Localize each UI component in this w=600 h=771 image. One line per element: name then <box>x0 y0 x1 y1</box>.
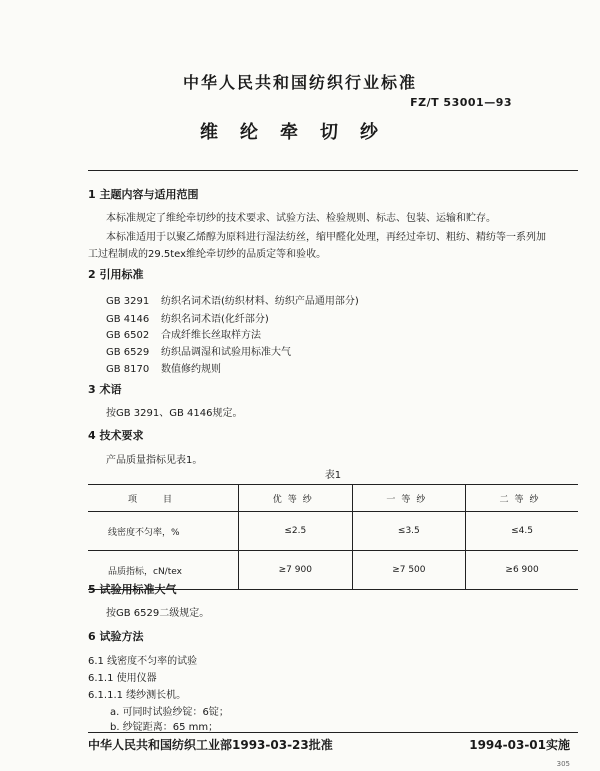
section-6-line-2: 6.1.1 使用仪器 <box>88 673 157 684</box>
table-header-cell: 优等纱 <box>239 485 353 512</box>
table-row <box>88 512 578 551</box>
ref-item <box>106 343 291 358</box>
standard-code: FZ/T 53001—93 <box>410 96 512 109</box>
table-cell: ≤2.5 <box>239 512 353 551</box>
ref-item <box>106 292 359 307</box>
table-cell: ≥7 500 <box>352 551 466 590</box>
ref-item <box>106 310 269 325</box>
table-header-cell: 一等纱 <box>352 485 466 512</box>
ref-name: 合成纤维长丝取样方法 <box>161 330 261 341</box>
section-6-line-3: 6.1.1.1 缕纱测长机。 <box>88 690 187 701</box>
table-header-row <box>88 485 578 512</box>
section-1-para-2a: 本标准适用于以聚乙烯醇为原料进行湿法纺丝，缩甲醛化处理，再经过牵切、粗纺、精纺等一系列加 <box>106 232 546 243</box>
ref-code: GB 8170 <box>106 364 150 375</box>
ref-code: GB 3291 <box>106 296 150 307</box>
section-2-heading: 2 引用标准 <box>88 268 144 281</box>
section-3-para: 按GB 3291、GB 4146规定。 <box>106 408 243 419</box>
section-5-para: 按GB 6529二级规定。 <box>106 608 210 619</box>
section-3-heading: 3 术语 <box>88 383 122 396</box>
section-5-heading: 5 试验用标准大气 <box>88 583 177 596</box>
ref-name: 纺织名词术语(纺织材料、纺织产品通用部分) <box>161 296 359 307</box>
ref-code: GB 6529 <box>106 347 150 358</box>
ref-name: 纺织名词术语(化纤部分) <box>161 314 269 325</box>
ref-item <box>106 326 261 341</box>
table-cell: 线密度不匀率，% <box>88 512 239 551</box>
standard-category: 中华人民共和国纺织行业标准 <box>182 73 417 92</box>
ref-name: 纺织品调湿和试验用标准大气 <box>161 347 291 358</box>
ref-item <box>106 360 221 375</box>
section-6-line-5: b. 纱锭距离：65 mm； <box>110 722 219 733</box>
section-4-para: 产品质量指标见表1。 <box>106 455 203 466</box>
table-cell: ≥7 900 <box>239 551 353 590</box>
effective-date: 1994-03-01实施 <box>469 738 570 752</box>
ref-name: 数值修约规则 <box>161 364 221 375</box>
footer-rule <box>88 732 578 733</box>
table-header-cell: 项目 <box>88 485 239 512</box>
document-title: 维纶牵切纱 <box>200 122 400 143</box>
section-4-heading: 4 技术要求 <box>88 429 144 442</box>
section-6-line-1: 6.1 线密度不匀率的试验 <box>88 656 198 667</box>
ref-code: GB 4146 <box>106 314 150 325</box>
section-1-para-1: 本标准规定了维纶牵切纱的技术要求、试验方法、检验规则、标志、包装、运输和贮存。 <box>106 213 496 224</box>
quality-table <box>88 484 578 590</box>
section-1-para-2b: 工过程制成的29.5tex维纶牵切纱的品质定等和验收。 <box>88 249 327 260</box>
title-rule <box>88 170 578 171</box>
table-caption: 表1 <box>324 470 342 481</box>
table-cell: 品质指标，cN/tex <box>88 551 239 590</box>
section-1-heading: 1 主题内容与适用范围 <box>88 188 199 201</box>
section-6-line-4: a. 可同时试验纱锭：6锭； <box>110 707 229 718</box>
ref-code: GB 6502 <box>106 330 150 341</box>
approval-line: 中华人民共和国纺织工业部1993-03-23批准 <box>88 738 333 752</box>
table-cell: ≤3.5 <box>352 512 466 551</box>
table-cell: ≥6 900 <box>466 551 578 590</box>
table-cell: ≤4.5 <box>466 512 578 551</box>
table-header-cell: 二等纱 <box>466 485 578 512</box>
section-6-heading: 6 试验方法 <box>88 630 144 643</box>
page-number: 305 <box>556 760 570 768</box>
